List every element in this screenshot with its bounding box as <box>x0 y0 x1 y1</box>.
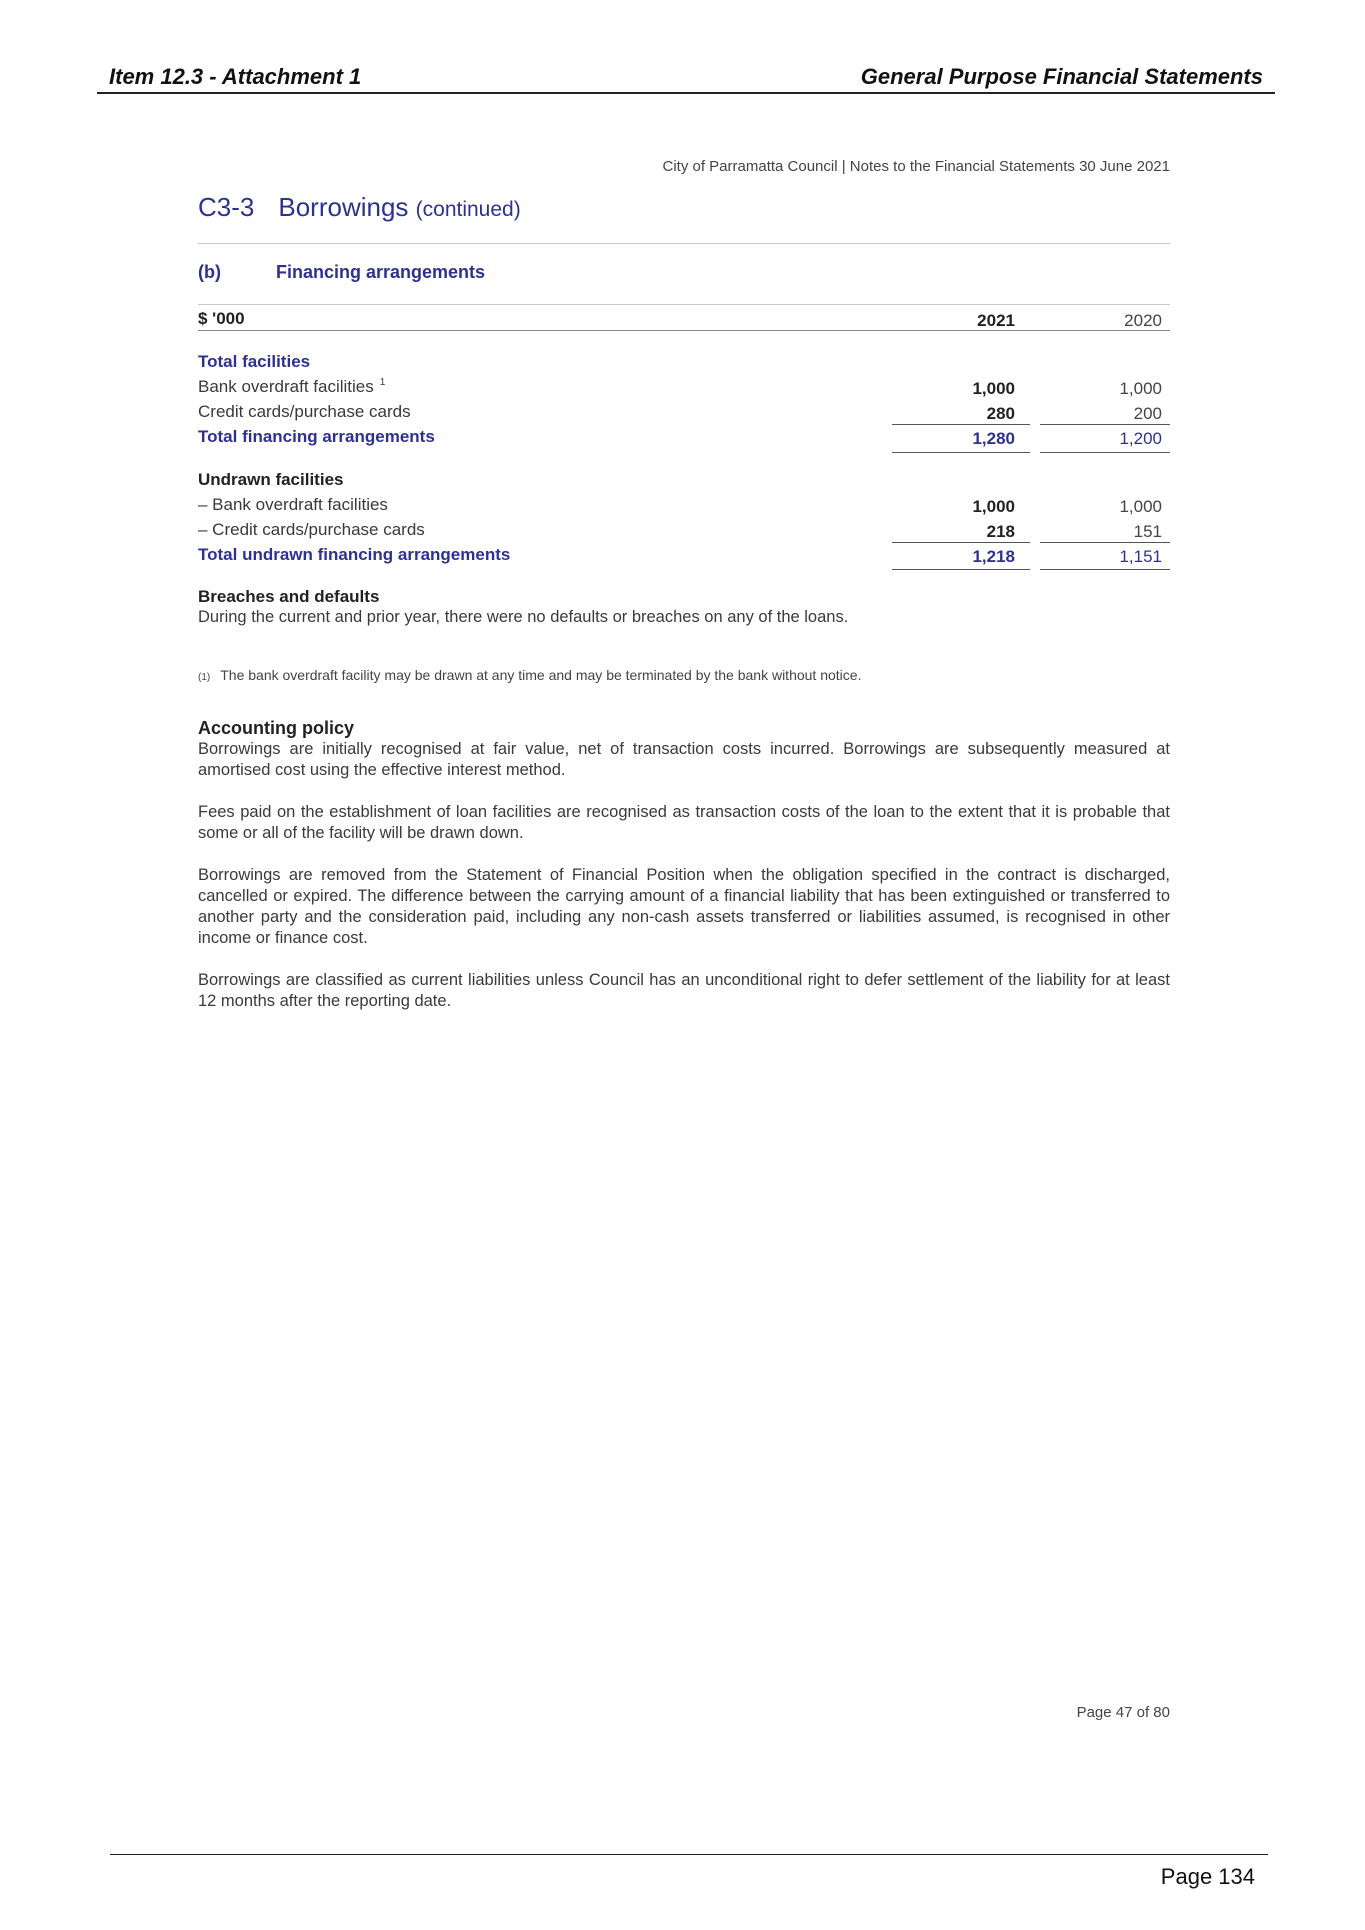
footnote <box>198 667 861 683</box>
total-rule-2020 <box>1040 452 1170 453</box>
footnote-text: The bank overdraft facility may be drawn at any time and may be terminated by the bank without notice. <box>220 667 862 683</box>
section-continued: (continued) <box>415 198 521 221</box>
row-label: – Bank overdraft facilities <box>198 495 388 514</box>
value-2021: 1,000 <box>972 497 1015 516</box>
subsection-heading <box>198 262 485 283</box>
row-label: – Credit cards/purchase cards <box>198 520 425 539</box>
total-rule-2021 <box>892 452 1030 453</box>
total-2021: 1,280 <box>972 429 1015 448</box>
policy-paragraph: Borrowings are initially recognised at fair value, net of transaction costs incurred. Borrowings are subsequently measured at amortised cost using the effective interest method. <box>198 740 1170 779</box>
table-header-rule <box>198 330 1170 331</box>
section-title <box>198 192 521 223</box>
policy-paragraph: Borrowings are classified as current liabilities unless Council has an unconditional right to defer settlement of the liability for at least 12 months after the reporting date. <box>198 971 1170 1010</box>
total-2020: 1,200 <box>1119 429 1162 448</box>
total-rule-2021 <box>892 569 1030 570</box>
col-2020-header: 2020 <box>1124 311 1162 330</box>
page-number: Page 134 <box>1160 1864 1255 1889</box>
accounting-policy-title: Accounting policy <box>198 718 355 738</box>
breaches-block <box>198 586 1170 628</box>
table-row <box>198 377 1170 399</box>
value-2020: 1,000 <box>1119 379 1162 398</box>
footer-rule <box>110 1854 1268 1855</box>
footnote-ref: 1 <box>379 377 386 389</box>
total-rule-2020 <box>1040 569 1170 570</box>
value-2021: 218 <box>986 522 1015 541</box>
subsection-letter: (b) <box>198 262 221 282</box>
subtotal-rule-2021 <box>892 542 1030 543</box>
policy-paragraph: Borrowings are removed from the Statement of Financial Position when the obligation specified in the contract is discharged, cancelled or expired. The difference between the carrying amount of a financial liability that has been extinguished or transferred to another party and the consideration paid, including any non-cash assets transferred or liabilities assumed, is recognised in other income or finance cost. <box>198 866 1170 947</box>
policy-paragraph: Fees paid on the establishment of loan facilities are recognised as transaction costs of the loan to the extent that it is probable that some or all of the facility will be drawn down. <box>198 803 1170 842</box>
value-2020: 151 <box>1133 522 1162 541</box>
total-row <box>198 427 1170 449</box>
value-2021: 280 <box>986 404 1015 423</box>
total-label: Total undrawn financing arrangements <box>198 545 511 564</box>
row-label: Credit cards/purchase cards <box>198 402 411 421</box>
total-facilities-heading: Total facilities <box>198 352 311 371</box>
breaches-title: Breaches and defaults <box>198 587 380 606</box>
table-top-rule <box>198 304 1170 305</box>
footnote-marker: (1) <box>198 672 211 683</box>
total-2021: 1,218 <box>972 547 1015 566</box>
group-heading <box>198 470 1170 492</box>
section-number: C3-3 <box>198 192 255 222</box>
unit-label: $ '000 <box>198 309 245 328</box>
subtotal-rule-2020 <box>1040 542 1170 543</box>
page-of-label: Page 47 of 80 <box>1076 1704 1170 1721</box>
value-2021: 1,000 <box>972 379 1015 398</box>
col-2021-header: 2021 <box>977 311 1015 330</box>
total-row <box>198 545 1170 567</box>
subtotal-rule-2021 <box>892 424 1030 425</box>
table-row <box>198 402 1170 424</box>
section-divider <box>198 243 1170 244</box>
accounting-policy-block <box>198 718 1170 1012</box>
group-heading <box>198 352 1170 374</box>
attachment-header <box>97 62 1275 94</box>
subsection-title: Financing arrangements <box>276 262 486 282</box>
value-2020: 200 <box>1133 404 1162 423</box>
document-header: City of Parramatta Council | Notes to the Financial Statements 30 June 2021 <box>662 158 1170 175</box>
breaches-text: During the current and prior year, there were no defaults or breaches on any of the loans. <box>198 608 849 626</box>
table-header-row <box>198 309 1170 331</box>
attachment-label: Item 12.3 - Attachment 1 <box>109 64 362 89</box>
row-label: Bank overdraft facilities <box>198 377 374 396</box>
undrawn-facilities-heading: Undrawn facilities <box>198 470 344 489</box>
table-row <box>198 520 1170 542</box>
total-label: Total financing arrangements <box>198 427 435 446</box>
statement-type-label: General Purpose Financial Statements <box>860 64 1263 89</box>
section-name: Borrowings <box>278 192 409 222</box>
total-2020: 1,151 <box>1119 547 1162 566</box>
table-row <box>198 495 1170 517</box>
subtotal-rule-2020 <box>1040 424 1170 425</box>
value-2020: 1,000 <box>1119 497 1162 516</box>
